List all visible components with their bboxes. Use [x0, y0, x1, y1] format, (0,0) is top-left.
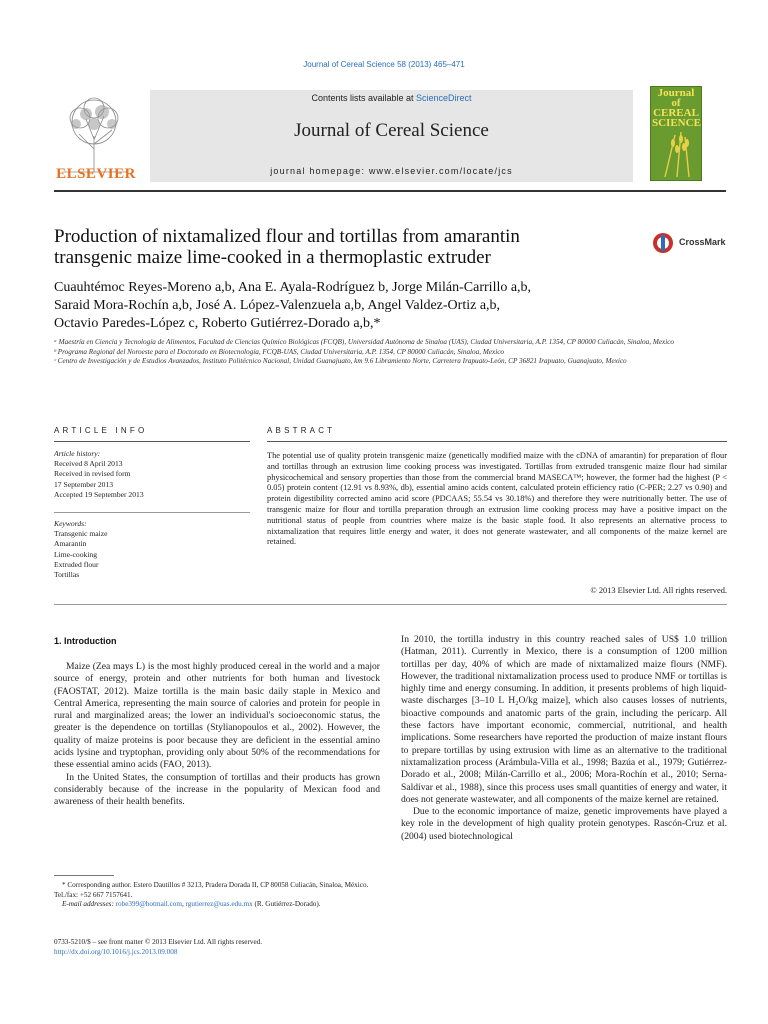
- keyword-item: Lime-cooking: [54, 549, 98, 559]
- keywords: [54, 519, 250, 580]
- affiliation-b: ᵇ Programa Regional del Noroeste para el Doctorado en Biotecnología, FCQB-UAS, Ciudad Universitaria, A.P. 1354, CP 80000 Culiacán, Sinaloa, Mexico: [54, 347, 504, 356]
- abstract-heading: ABSTRACT: [267, 426, 336, 435]
- article-info-rule: [54, 441, 250, 442]
- abstract-bottom-rule: [54, 604, 727, 605]
- affiliation-a: ᵃ Maestría en Ciencia y Tecnología de Alimentos, Facultad de Ciencias Químico Biológicas (FCQB), Universidad Autónoma de Sinaloa (UAS), Ciudad Universitaria, A.P. 1354, CP 80000 Culiacán, Sinaloa, Mexico: [54, 338, 674, 346]
- crossmark-label: CrossMark: [679, 237, 726, 247]
- abstract-text: The potential use of quality protein transgenic maize (genetically modified maize with the cDNA of amarantin) for preparation of flour and tortillas through an extrusion lime cooking process was investigated. Tortillas from extruded transgenic maize flour had similar physicochemical and sensory properties than those from the commercial brand MASECA™; however, the former had the highest (P < 0.05) protein content (12.91 vs 8.93%, db), essential amino acids content, calculated protein efficiency ratio (C-PER; 2.27 vs 0.90) and protein digestibility corrected amino acid score (PDCAAS; 55.54 vs 30.18%) and therefore they were nutritionally better. The use of transgenic maize for flour and tortilla preparation through an extrusion lime cooking process may have a positive impact on the nutritional status of people from countries where maize is the basic staple food. It also represents an alternative process to nixtamalization that requires little energy and water, it does not generate wastewater, and all components of the maize kernel are retained.: [267, 451, 727, 547]
- header-rule: [54, 190, 726, 192]
- crossmark-icon: [652, 232, 674, 254]
- authors-line-3: Octavio Paredes-López c, Roberto Gutiérrez-Dorado a,b,*: [54, 316, 381, 331]
- doi-link[interactable]: http://dx.doi.org/10.1016/j.jcs.2013.09.008: [54, 948, 178, 956]
- email-link-2[interactable]: rgutierrez@uas.edu.mx: [185, 900, 253, 909]
- cover-title: Journal of CEREAL SCIENCE: [652, 87, 701, 129]
- journal-title: Journal of Cereal Science: [294, 120, 489, 141]
- authors-line-1: Cuauhtémoc Reyes-Moreno a,b, Ana E. Ayala-Rodríguez b, Jorge Milán-Carrillo a,b,: [54, 280, 532, 295]
- keyword-item: Transgenic maize: [54, 529, 108, 539]
- paragraph: In 2010, the tortilla industry in this country reached sales of US$ 1.0 trillion (Hatman, 2011). Currently in Mexico, there is a consumption of 1200 million tortillas per day, 40% of which are made of nixtamalized maize flours (NMF). However, the traditional nixtamalization process used to produce NMF or tortillas is highly time and energy consuming. In addition, it presents problems of high liquid-waste discharges [3–10 L H₂O/kg maize], which also causes losses of nutrients, bioactive compounds and anatomic parts of the grain, including the pericarp. All these factors have important economic, commercial, nutritional, and health implications. Some researchers have reported the production of maize instant flours to prepare tortillas by using extrusion with lime as an alternative to the traditional nixtamalization process (Arámbula-Villa et al., 1998; Bazúa et al., 1979; Gutiérrez-Dorado et al., 2008; Milán-Carrillo et al., 2006; Mora-Rochín et al., 2010; Serna-Saldívar et al., 1988), since this process uses small quantities of energy and water, it does not generate wastewater, and all components of the maize kernel are retained.: [401, 634, 727, 805]
- keywords-label: Keywords:: [54, 519, 87, 528]
- paragraph: Maize (Zea mays L) is the most highly produced cereal in the world and a major source of energy, protein and other nutrients for both human and livestock (FAOSTAT, 2012). Maize tortilla is the main basic daily staple in Mexico and Central America, representing the main source of calories and protein for people in rural and marginalized areas; the lower an individual's socioeconomic status, the greater is the dependence on tortillas (Stylianopoulos et al., 2002). However, the quality of maize proteins is poor because they are deficient in the essential amino acids lysine and tryptophan, providing only about 50% of the recommendations for these essential amino acids (FAO, 2013).: [54, 661, 380, 771]
- page-footer: [54, 937, 380, 957]
- affiliations: [54, 338, 674, 367]
- crossmark-button[interactable]: [652, 230, 732, 256]
- sciencedirect-link[interactable]: ScienceDirect: [416, 93, 472, 103]
- issn-line: 0733-5210/$ – see front matter © 2013 Elsevier Ltd. All rights reserved.: [54, 938, 263, 946]
- email-link-1[interactable]: robe399@hotmail.com: [115, 900, 182, 909]
- article-info-heading: ARTICLE INFO: [54, 426, 148, 435]
- elsevier-wordmark: ELSEVIER: [56, 166, 136, 182]
- email-suffix: (R. Gutiérrez-Dorado).: [254, 900, 321, 909]
- history-item: Received 8 April 2013: [54, 459, 123, 469]
- left-column: [54, 661, 380, 809]
- authors-line-2: Saraid Mora-Rochín a,b, José A. López-Valenzuela a,b, Angel Valdez-Ortiz a,b,: [54, 298, 501, 313]
- history-rule: [54, 512, 250, 513]
- journal-homepage[interactable]: journal homepage: www.elsevier.com/locate/jcs: [270, 166, 513, 176]
- right-column: [401, 634, 727, 843]
- journal-citation[interactable]: Journal of Cereal Science 58 (2013) 465–471: [303, 60, 465, 69]
- corresponding-author-note: * Corresponding author. Estero Dautillos # 3213, Pradera Dorada II, CP 80058 Culiacán, Sinaloa, México. Tel./fax: +52 667 7157641.: [54, 881, 369, 899]
- keyword-item: Tortillas: [54, 570, 80, 580]
- keyword-item: Amarantin: [54, 539, 87, 549]
- section-heading-introduction: 1. Introduction: [54, 636, 117, 646]
- affiliation-c: ᶜ Centro de Investigación y de Estudios Avanzados, Instituto Politécnico Nacional, Unidad Guanajuato, km 9.6 Libramiento Norte, Carretera Irapuato-León, CP 36821 Irapuato, Guanajuato, Mexico: [54, 357, 627, 365]
- abstract-copyright: © 2013 Elsevier Ltd. All rights reserved.: [590, 586, 727, 595]
- history-label: Article history:: [54, 449, 101, 458]
- history-item: 17 September 2013: [54, 479, 114, 489]
- history-item: Received in revised form: [54, 469, 131, 479]
- history-item: Accepted 19 September 2013: [54, 489, 144, 499]
- contents-prefix: Contents lists available at: [311, 93, 417, 103]
- article-history: [54, 449, 250, 500]
- title-line-2: transgenic maize lime-cooked in a thermoplastic extruder: [54, 247, 491, 268]
- contents-line: [150, 93, 633, 103]
- paragraph: Due to the economic importance of maize, genetic improvements have played a key role in the development of high quality protein genotypes. Rascón-Cruz et al. (2004) used biotechnological: [401, 806, 727, 842]
- paragraph: In the United States, the consumption of tortillas and their products has grown considerably because of the increase in the popularity of Mexican food and awareness of their health benefits.: [54, 771, 380, 808]
- email-label: E-mail addresses:: [62, 900, 114, 909]
- footnotes: [54, 881, 380, 910]
- keyword-item: Extruded flour: [54, 559, 99, 569]
- abstract-rule: [267, 441, 727, 442]
- title-line-1: Production of nixtamalized flour and tortillas from amarantin: [54, 226, 520, 247]
- email-note: E-mail addresses: robe399@hotmail.com, rgutierrez@uas.edu.mx (R. Gutiérrez-Dorado).: [62, 900, 321, 909]
- article-title: [54, 226, 644, 268]
- footnote-rule: [54, 875, 114, 876]
- author-list: [54, 279, 674, 333]
